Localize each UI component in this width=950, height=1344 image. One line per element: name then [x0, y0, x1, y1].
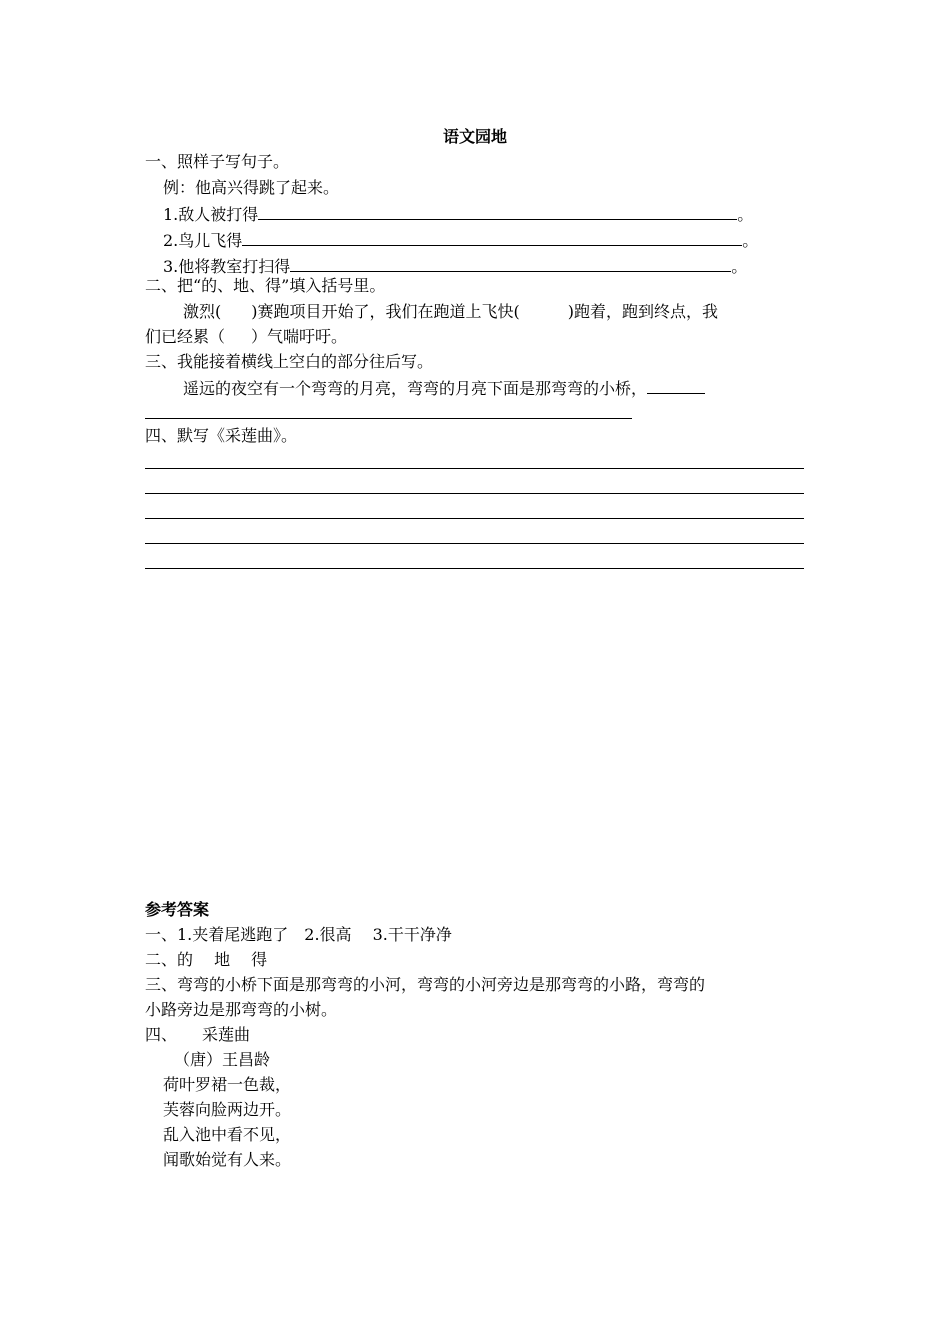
q1-item-1-blank[interactable] [258, 204, 737, 220]
q3-heading: 三、我能接着横线上空白的部分往后写。 [145, 352, 434, 371]
answer-3-line-1: 三、弯弯的小桥下面是那弯弯的小河，弯弯的小河旁边是那弯弯的小路，弯弯的 [145, 975, 706, 994]
q2-text-d: 们已经累（ [145, 327, 226, 346]
q1-item-2-end: 。 [742, 231, 759, 250]
q4-writing-line-2[interactable] [145, 493, 804, 494]
answer-4-label: 四、 [145, 1025, 178, 1044]
q2-text-e: ）气喘吁吁。 [251, 327, 348, 346]
q4-writing-line-4[interactable] [145, 543, 804, 544]
poem-title: 采莲曲 [202, 1025, 251, 1044]
poem-author: （唐）王昌龄 [174, 1050, 271, 1069]
q1-item-2-blank[interactable] [242, 230, 742, 246]
q1-item-1 [163, 204, 753, 225]
q3-writing-line[interactable] [145, 418, 632, 419]
q1-item-3-blank[interactable] [290, 256, 731, 272]
q3-text: 遥远的夜空有一个弯弯的月亮，弯弯的月亮下面是那弯弯的小桥， [183, 379, 648, 398]
answer-1: 一、1.夹着尾逃跑了 2.很高 3.干干净净 [145, 925, 452, 944]
q1-item-2 [163, 230, 758, 251]
q2-text-b: )赛跑项目开始了，我们在跑道上飞快( [251, 302, 520, 321]
q2-text-a: 激烈( [183, 302, 222, 321]
answer-3-line-2: 小路旁边是那弯弯的小树。 [145, 1000, 338, 1019]
q3-blank-end[interactable] [647, 378, 705, 394]
poem-line-1: 荷叶罗裙一色裁， [163, 1075, 292, 1094]
q4-heading: 四、默写《采莲曲》。 [145, 426, 298, 445]
poem-line-2: 芙蓉向脸两边开。 [163, 1100, 292, 1119]
answers-heading: 参考答案 [145, 900, 210, 919]
q2-line-1 [183, 302, 718, 322]
q1-example: 例：他高兴得跳了起来。 [163, 178, 340, 197]
q1-item-1-prompt: 1.敌人被打得 [163, 205, 259, 224]
page-title: 语文园地 [442, 127, 507, 146]
q1-heading: 一、照样子写句子。 [145, 152, 290, 171]
poem-line-4: 闻歌始觉有人来。 [163, 1150, 292, 1169]
q1-item-1-end: 。 [737, 205, 754, 224]
q3-text-line [183, 378, 705, 399]
q4-writing-line-5[interactable] [145, 568, 804, 569]
q1-item-3 [163, 256, 747, 277]
q2-line-2 [145, 327, 347, 347]
q1-item-2-prompt: 2.鸟儿飞得 [163, 231, 243, 250]
q2-text-c: )跑着，跑到终点，我 [567, 302, 718, 321]
q1-item-3-prompt: 3.他将教室打扫得 [163, 257, 291, 276]
q2-heading: 二、把“的、地、得”填入括号里。 [145, 276, 386, 295]
answer-2: 二、的 地 得 [145, 950, 268, 969]
q4-writing-line-1[interactable] [145, 468, 804, 469]
poem-line-3: 乱入池中看不见， [163, 1125, 292, 1144]
q4-writing-line-3[interactable] [145, 518, 804, 519]
q1-item-3-end: 。 [731, 257, 748, 276]
